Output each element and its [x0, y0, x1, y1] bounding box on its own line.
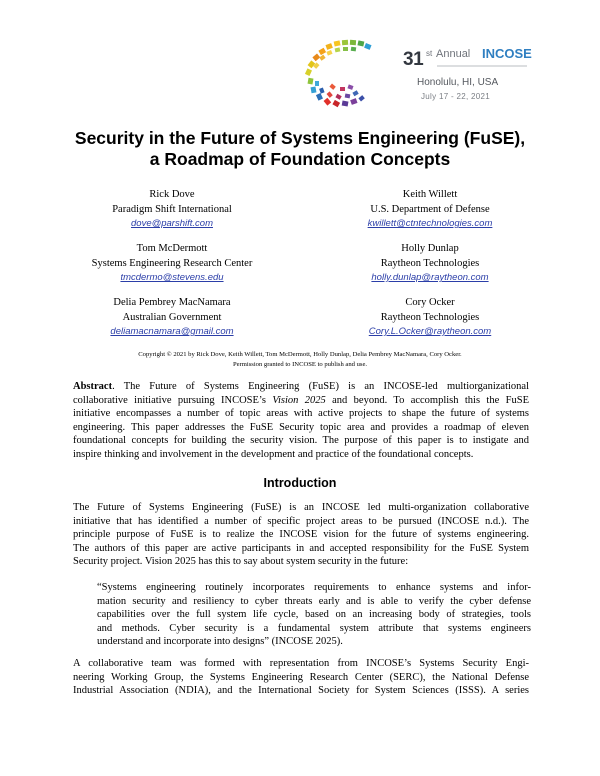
intro-line: The authors of this paper are active participants in and accepted responsibility for the FuSE System [73, 542, 529, 554]
quote-line: understand and incorporate into designs” (INCOSE 2025). [97, 636, 343, 648]
author-block [52, 296, 292, 340]
intro-line: principle purpose of FuSE is to realize the INCOSE vision for the future of systems engineering. [73, 529, 529, 541]
event-number-suffix: st [426, 49, 433, 58]
incose-wordmark: INCOSE [482, 46, 532, 61]
author-email-link[interactable]: tmcdermo@stevens.edu [120, 272, 224, 283]
abstract-line: initiative encompasses a number of topic areas with active projects to shape the future of systems [73, 408, 529, 420]
collaboration-paragraph [73, 657, 529, 698]
abstract-line-text: . The Future of Systems Engineering (FuSE) is an INCOSE-led multiorganizational [112, 381, 529, 392]
author-email-link[interactable]: kwillett@ctntechnologies.com [367, 218, 493, 229]
author-name: Cory Ocker [405, 297, 455, 308]
vision-2025-italic: Vision 2025 [272, 394, 326, 406]
author-email-link[interactable]: deliamacnamara@gmail.com [110, 326, 234, 337]
author-email-link[interactable]: holly.dunlap@raytheon.com [371, 272, 489, 283]
abstract-line: engineering. This paper addresses the FuSE Security topic area and provides a roadmap of eleven [73, 421, 529, 433]
copyright-line-2: Permission granted to INCOSE to publish and use. [232, 361, 368, 368]
author-name: Tom McDermott [136, 243, 208, 254]
intro-line: The Future of Systems Engineering (FuSE) is an INCOSE led multi-organization collaborative [73, 502, 529, 513]
paper-title [40, 128, 560, 170]
abstract-line-text: and beyond. To accomplish this the FuSE [325, 394, 529, 406]
intro-line: Security project. Vision 2025 has this to say about system security in the future: [73, 556, 409, 568]
quote-line: and methods. Cyber security is a fundamental system attribute that systems engineers [97, 622, 531, 634]
title-line-2: a Roadmap of Foundation Concepts [149, 149, 451, 169]
author-affiliation: U.S. Department of Defense [370, 203, 490, 215]
author-name: Holly Dunlap [401, 243, 459, 254]
author-email-link[interactable]: dove@parshift.com [131, 218, 213, 229]
abstract-label: Abstract [73, 381, 113, 392]
author-affiliation: Paradigm Shift International [112, 203, 232, 215]
abstract-line [73, 394, 529, 408]
abstract-line: inspire thinking and involvement in the development and practice of the foundational concepts. [73, 448, 474, 460]
abstract-paragraph [73, 380, 529, 462]
title-line-1: Security in the Future of Systems Engineering (FuSE), [74, 128, 526, 148]
author-block [310, 296, 550, 340]
conference-location: Honolulu, HI, USA [417, 77, 499, 88]
event-number: 31 [403, 49, 424, 70]
intro-line: initiative that has identified a number of specific project areas to be pursued (INCOSE n.d.). The [73, 515, 529, 527]
introduction-paragraph [73, 501, 529, 569]
author-affiliation: Australian Government [122, 311, 222, 323]
logo-tagline-rule [437, 64, 527, 68]
abstract-line: foundational concepts for building the security vision. The purpose of this paper is to instigate and [73, 435, 529, 447]
collab-line: Industrial Association (NDIA), and the International Society for System Sciences (ISSS). A series [73, 685, 529, 697]
copyright-line-1: Copyright © 2021 by Rick Dove, Keith Willett, Tom McDermott, Holly Dunlap, Delia Pembrey MacNamara, Cory Ocker. [138, 351, 462, 358]
author-block [52, 188, 292, 232]
author-name: Keith Willett [402, 189, 458, 200]
quote-line: mation security and resiliency to cyber threats early and is able to verify the cyber defense [97, 595, 531, 607]
collab-line: neering Working Group, the Systems Engineering Research Center (SERC), the National Defense [73, 671, 529, 683]
quote-line: capabilities over the full system life cycle, based on an increasing body of strategies, tools [97, 609, 531, 621]
author-name: Delia Pembrey MacNamara [113, 297, 231, 308]
vision-quote [97, 581, 531, 649]
author-name: Rick Dove [149, 189, 195, 200]
author-block [310, 188, 550, 232]
collab-line: A collaborative team was formed with representation from INCOSE’s Systems Security Engi- [73, 658, 529, 669]
section-heading-introduction: Introduction [263, 476, 337, 490]
author-block [310, 242, 550, 286]
author-affiliation: Systems Engineering Research Center [91, 257, 253, 269]
quote-line: “Systems engineering routinely incorporates requirements to enhance systems and infor- [97, 582, 531, 593]
author-affiliation: Raytheon Technologies [380, 311, 480, 323]
author-email-link[interactable]: Cory.L.Ocker@raytheon.com [368, 326, 492, 337]
abstract-line-text: collaborative initiative pursuing INCOSE’s [73, 394, 273, 406]
conference-dates: July 17 - 22, 2021 [421, 92, 490, 101]
incose-logo-graphic [300, 38, 400, 110]
author-block [52, 242, 292, 286]
abstract-line [73, 380, 529, 394]
copyright-notice [50, 350, 550, 370]
annual-label: Annual [436, 48, 471, 60]
author-affiliation: Raytheon Technologies [380, 257, 480, 269]
